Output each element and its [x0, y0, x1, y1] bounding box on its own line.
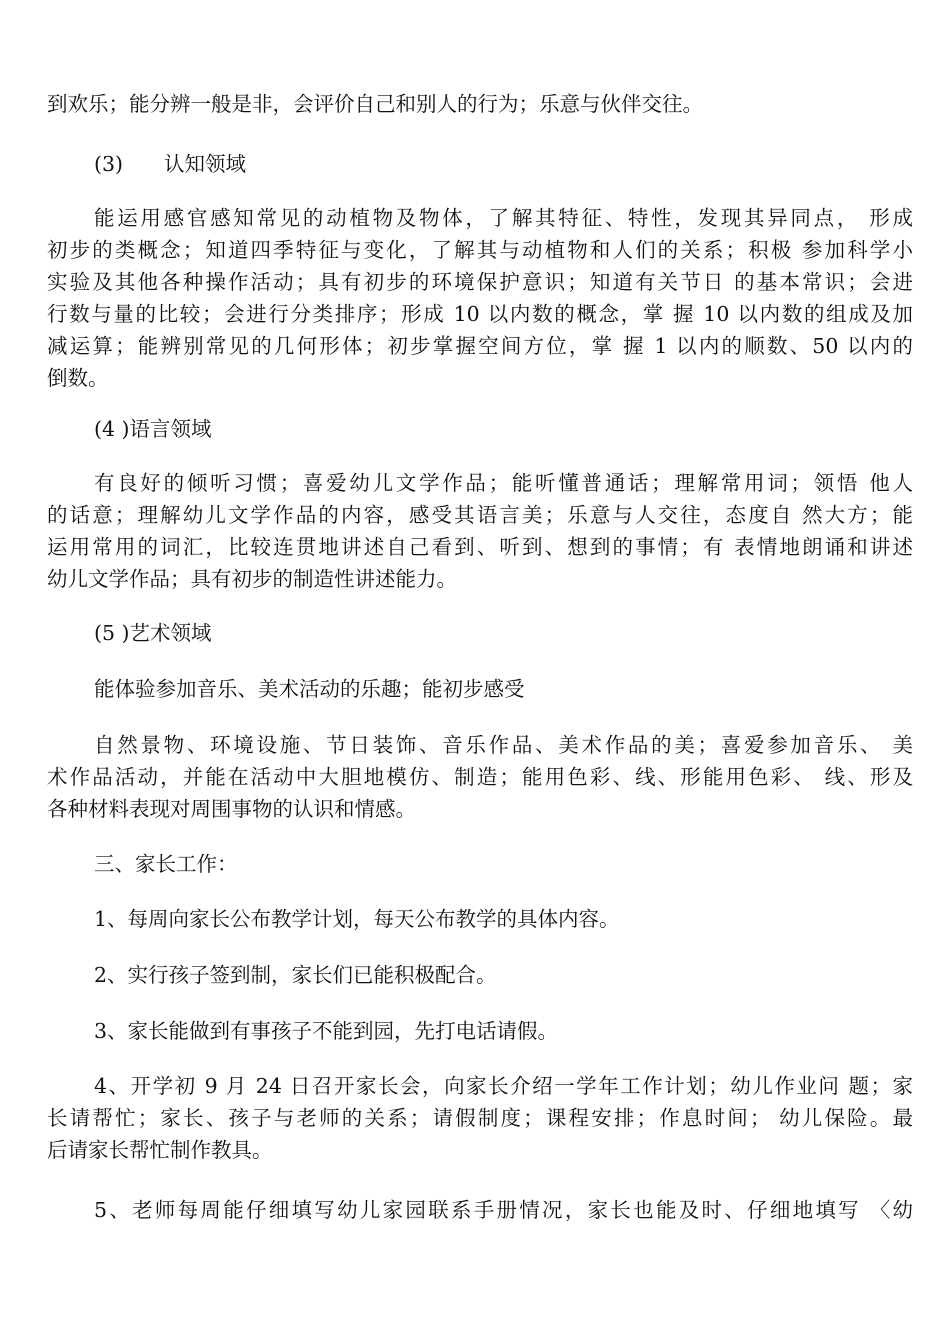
section-heading-parents: 三、家长工作： [94, 852, 238, 876]
heading-number: (3) [94, 152, 124, 176]
paragraph-line: 初步的类概念；知道四季特征与变化，了解其与动植物和人们的关系；积极 参加科学小 [47, 238, 913, 262]
section-heading-language: (4 )语言领域 [94, 417, 212, 441]
paragraph-line: 幼儿文学作品；具有初步的制造性讲述能力。 [47, 567, 457, 591]
paragraph-line: 长请帮忙；家长、孩子与老师的关系；请假制度；课程安排；作息时间； 幼儿保险。最 [47, 1106, 913, 1130]
paragraph-line: 减运算；能辨别常见的几何形体；初步掌握空间方位，掌 握 1 以内的顺数、50 以内的 [47, 334, 913, 358]
paragraph-line: 能体验参加音乐、美术活动的乐趣；能初步感受 [94, 677, 525, 701]
list-item: 2、实行孩子签到制，家长们已能积极配合。 [94, 963, 497, 987]
list-item: 5、老师每周能仔细填写幼儿家园联系手册情况，家长也能及时、仔细地填写 〈幼 [94, 1198, 913, 1222]
list-item: 1、每周向家长公布教学计划，每天公布教学的具体内容。 [94, 907, 620, 931]
paragraph-line: 有良好的倾听习惯；喜爱幼儿文学作品；能听懂普通话；理解常用词；领悟 他人 [94, 471, 913, 495]
list-item: 3、家长能做到有事孩子不能到园，先打电话请假。 [94, 1019, 559, 1043]
paragraph-line: 后请家长帮忙制作教具。 [47, 1138, 273, 1162]
heading-title: 认知领域 [164, 152, 246, 176]
paragraph-line: 运用常用的词汇，比较连贯地讲述自己看到、听到、想到的事情；有 表情地朗诵和讲述 [47, 535, 913, 559]
paragraph-line: 行数与量的比较；会进行分类排序；形成 10 以内数的概念，掌 握 10 以内数的组成及加 [47, 302, 913, 326]
paragraph-line: 能运用感官感知常见的动植物及物体，了解其特征、特性，发现其异同点， 形成 [94, 206, 913, 230]
paragraph-line: 自然景物、环境设施、节日装饰、音乐作品、美术作品的美；喜爱参加音乐、 美 [94, 733, 913, 757]
list-item: 4、开学初 9 月 24 日召开家长会，向家长介绍一学年工作计划；幼儿作业问 题；家 [94, 1074, 913, 1098]
paragraph-line: 的话意；理解幼儿文学作品的内容，感受其语言美；乐意与人交往，态度自 然大方；能 [47, 503, 913, 527]
paragraph-line: 术作品活动，并能在活动中大胆地模仿、制造；能用色彩、线、形能用色彩、 线、形及 [47, 765, 913, 789]
paragraph-line: 倒数。 [47, 366, 109, 390]
paragraph-line: 到欢乐；能分辨一般是非，会评价自己和别人的行为；乐意与伙伴交往。 [47, 92, 703, 116]
paragraph-line: 实验及其他各种操作活动；具有初步的环境保护意识；知道有关节日 的基本常识；会进 [47, 270, 913, 294]
paragraph-line: 各种材料表现对周围事物的认识和情感。 [47, 797, 416, 821]
section-heading-art: (5 )艺术领域 [94, 621, 212, 645]
section-heading-cognitive [94, 148, 913, 180]
